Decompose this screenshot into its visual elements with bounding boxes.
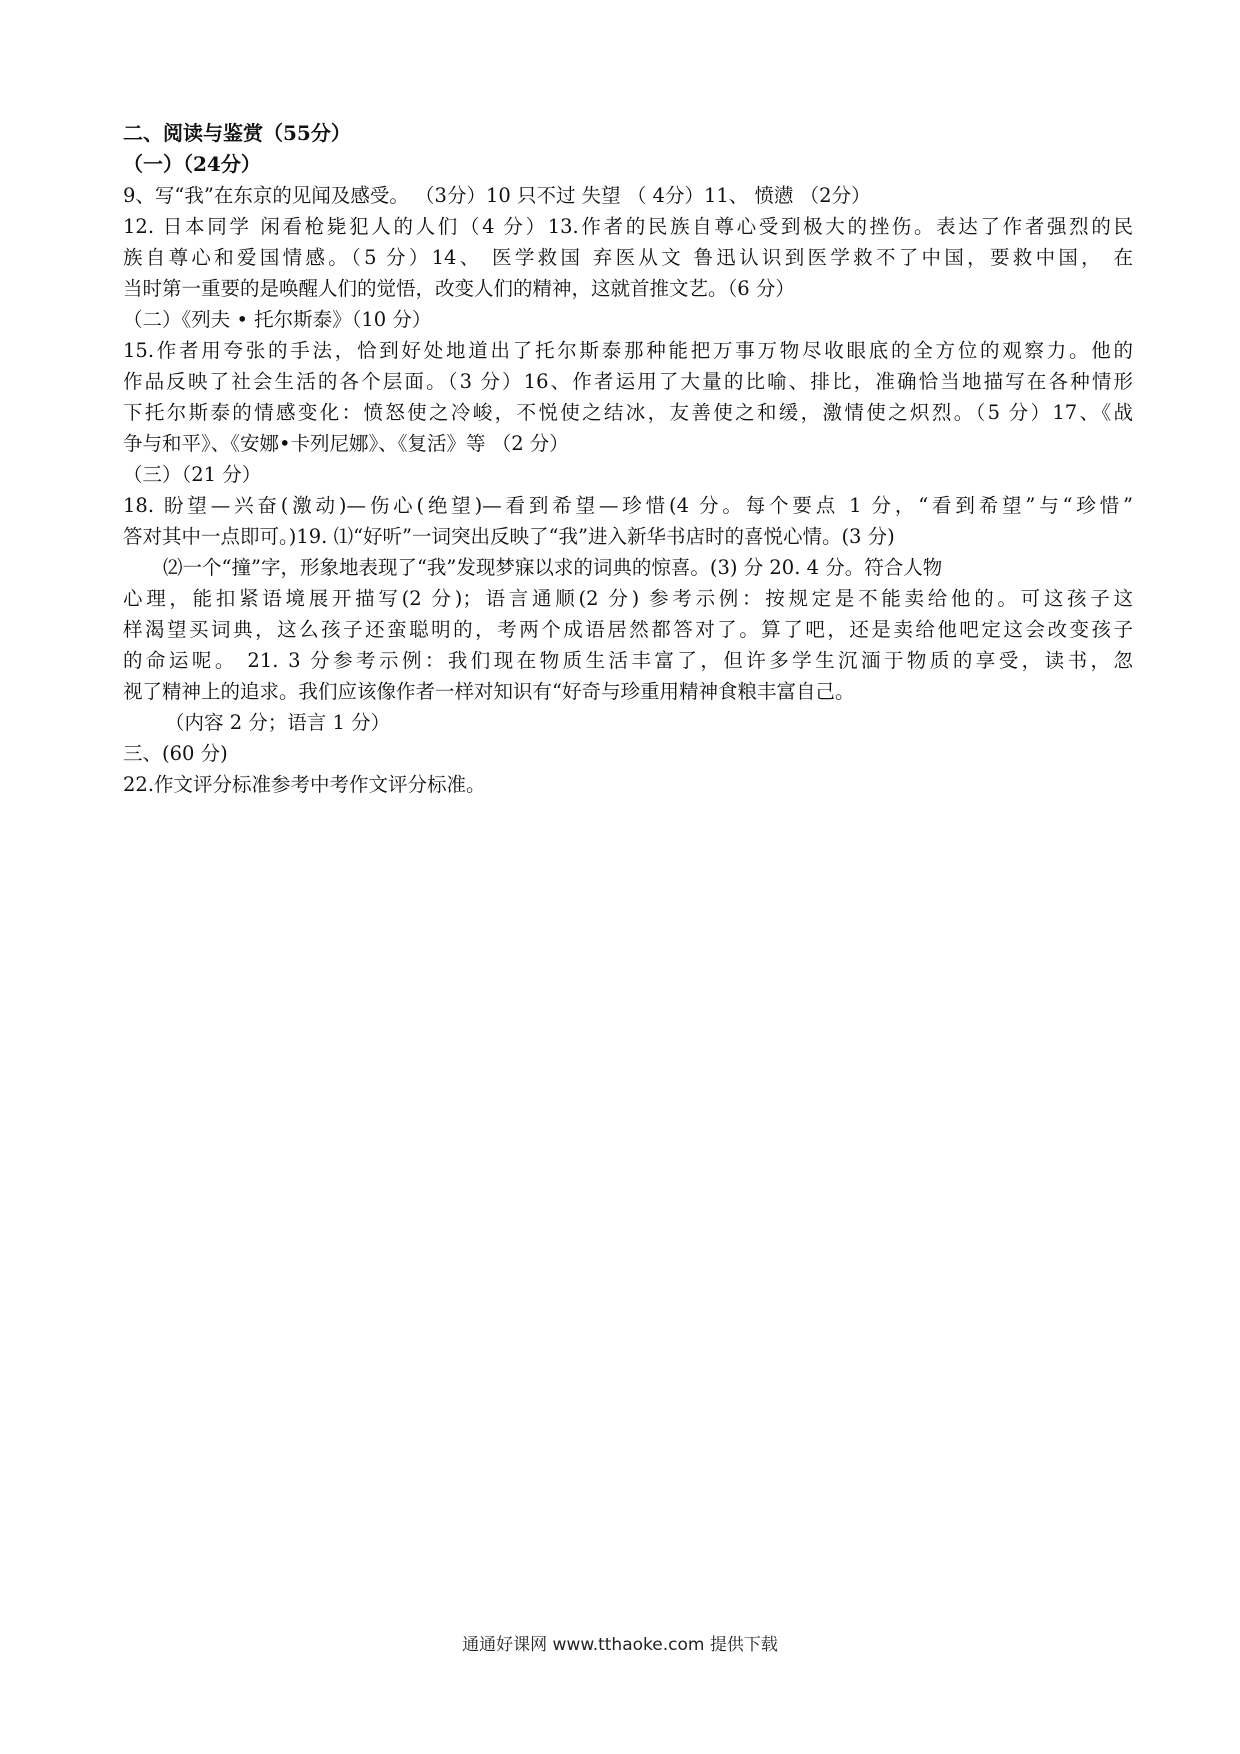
answer-line-q19-20: ⑵一个“撞”字，形象地表现了“我”发现梦寐以求的词典的惊喜。(3) 分 20. 4 分。符合人物 (163, 556, 943, 579)
answer-line-q22: 22.作文评分标准参考中考作文评分标准。 (123, 773, 486, 796)
answer-line-q13-14: 族自尊心和爱国情感。（5 分）14、 医学救国 弃医从文 鲁迅认识到医学救不了中国，要救中国， 在 (123, 246, 1133, 269)
section-heading-writing: 三、(60 分) (123, 742, 228, 765)
answer-line-q20: 心理，能扣紧语境展开描写(2 分)；语言通顺(2 分) 参考示例：按规定是不能卖给他的。可这孩子这 (123, 587, 1133, 610)
answer-line-q12-13: 12. 日本同学 闲看枪毙犯人的人们（4 分）13.作者的民族自尊心受到极大的挫伤。表达了作者强烈的民 (123, 215, 1133, 238)
answer-line-q17-cont: 争与和平》、《安娜•卡列尼娜》、《复活》等 （2 分） (123, 432, 569, 455)
answer-line-q16-17: 下托尔斯泰的情感变化：愤怒使之冷峻，不悦使之结冰，友善使之和缓，激情使之炽烈。（5 分）17、《战 (123, 401, 1133, 424)
answer-line-q21-cont: 视了精神上的追求。我们应该像作者一样对知识有“好奇与珍重用精神食粮丰富自己。 (123, 680, 855, 703)
answer-line-q20-cont: 样渴望买词典，这么孩子还蛮聪明的，考两个成语居然都答对了。算了吧，还是卖给他吧定这会改变孩子 (123, 618, 1133, 641)
answer-line-q18: 18. 盼望—兴奋(激动)—伤心(绝望)—看到希望—珍惜(4 分。每个要点 1 分，“看到希望”与“珍惜” (123, 494, 1133, 517)
answer-line-q18-19: 答对其中一点即可。)19. ⑴“好听”一词突出反映了“我”进入新华书店时的喜悦心情。(3 分) (123, 525, 895, 548)
subsection-heading-three: （三）（21 分） (123, 463, 262, 486)
answer-line-q21-scoring: （内容 2 分；语言 1 分） (165, 711, 391, 734)
answer-line-q21: 的命运呢。 21. 3 分参考示例：我们现在物质生活丰富了，但许多学生沉湎于物质的享受，读书，忽 (123, 649, 1133, 672)
answer-line-q15: 15.作者用夸张的手法，恰到好处地道出了托尔斯泰那种能把万事万物尽收眼底的全方位的观察力。他的 (123, 339, 1133, 362)
section-heading-reading: 二、阅读与鉴赏（55分） (123, 121, 351, 145)
subsection-heading-one: （一）（24分） (123, 152, 261, 176)
subsection-heading-two: （二）《列夫 • 托尔斯泰》（10 分） (123, 308, 432, 331)
answer-line-q15-16: 作品反映了社会生活的各个层面。（3 分）16、作者运用了大量的比喻、排比，准确恰当地描写在各种情形 (123, 370, 1133, 393)
page-footer: 通通好课网 www.tthaoke.com 提供下载 (462, 1635, 778, 1655)
answer-line-q9-11: 9、写“我”在东京的见闻及感受。 （3分）10 只不过 失望 （ 4分）11、 愤懑 （2分） (123, 184, 871, 207)
answer-key-content (123, 118, 1133, 800)
answer-line-q14-cont: 当时第一重要的是唤醒人们的觉悟，改变人们的精神，这就首推文艺。（6 分） (123, 277, 795, 300)
